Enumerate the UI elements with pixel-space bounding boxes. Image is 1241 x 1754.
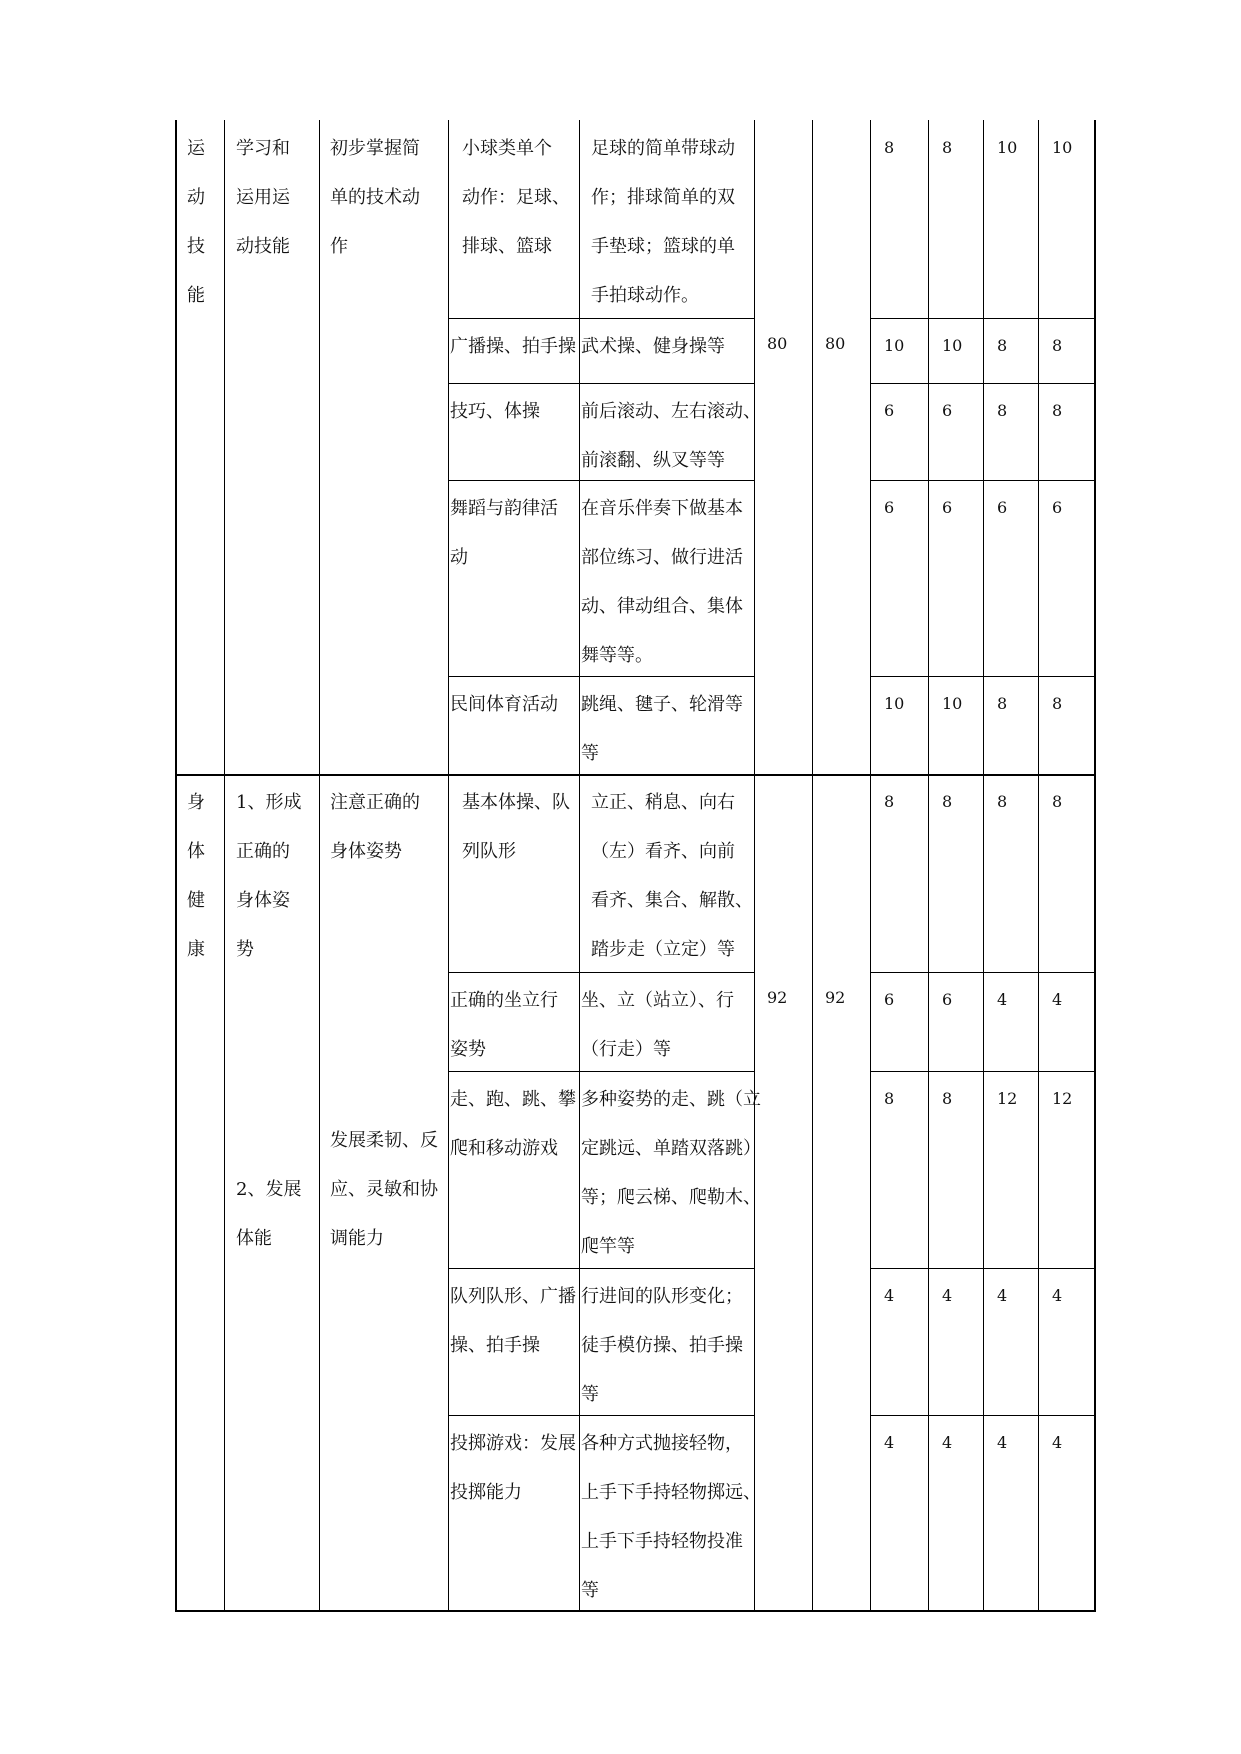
row-value: 8: [997, 694, 1008, 713]
row-value: 8: [1052, 694, 1063, 713]
row-content: 爬和移动游戏: [450, 1138, 558, 1159]
sub-goal-label: 初步掌握简: [330, 138, 420, 159]
sub-goal-label: 应、灵敏和协: [330, 1179, 438, 1200]
row-value: 8: [884, 792, 895, 811]
row-value: 8: [1052, 336, 1063, 355]
row-content: 动: [450, 547, 468, 568]
row-detail: 行进间的队形变化；: [581, 1286, 743, 1307]
row-detail: 爬竿等: [581, 1236, 635, 1257]
row-divider: [870, 318, 1095, 319]
row-content: 操、拍手操: [450, 1335, 540, 1356]
column-divider: [983, 120, 984, 1610]
row-detail: 动、律动组合、集体: [581, 596, 743, 617]
row-value: 10: [884, 336, 905, 355]
row-value: 6: [884, 401, 895, 420]
column-divider: [870, 120, 871, 1610]
row-divider: [870, 1071, 1095, 1072]
row-value: 8: [997, 792, 1008, 811]
row-detail: 前滚翻、纵叉等等: [581, 450, 725, 471]
row-value: 4: [884, 1433, 895, 1452]
row-divider: [448, 383, 755, 384]
row-detail: 手拍球动作。: [591, 285, 699, 306]
row-value: 8: [997, 401, 1008, 420]
row-detail: 立正、稍息、向右: [591, 792, 735, 813]
row-value: 6: [1052, 498, 1063, 517]
row-value: 4: [997, 1286, 1008, 1305]
row-value: 10: [942, 336, 963, 355]
row-content: 小球类单个: [462, 138, 552, 159]
row-content: 正确的坐立行: [450, 990, 558, 1011]
row-detail: 坐、立（站立）、行: [581, 990, 734, 1011]
goal-label: 动技能: [236, 236, 290, 257]
row-value: 4: [942, 1433, 953, 1452]
row-detail: 等: [581, 743, 599, 764]
row-detail: （行走）等: [581, 1039, 671, 1060]
category-label: 技: [187, 236, 205, 257]
section-divider: [175, 774, 1096, 776]
row-content: 排球、篮球: [462, 236, 552, 257]
row-value: 6: [997, 498, 1008, 517]
row-divider: [870, 1415, 1095, 1416]
row-value: 4: [997, 990, 1008, 1009]
sub-goal-label: 单的技术动: [330, 187, 420, 208]
total-value-a: 80: [767, 334, 788, 353]
category-label: 运: [187, 138, 205, 159]
table-border-bottom: [175, 1610, 1096, 1612]
row-value: 6: [942, 401, 953, 420]
row-value: 4: [1052, 1286, 1063, 1305]
row-value: 4: [884, 1286, 895, 1305]
row-content: 基本体操、队: [462, 792, 570, 813]
row-value: 6: [942, 498, 953, 517]
row-detail: 等；爬云梯、爬勒木、: [581, 1187, 761, 1208]
goal-label: 正确的: [236, 841, 290, 862]
row-value: 6: [884, 498, 895, 517]
row-detail: 多种姿势的走、跳（立: [581, 1089, 761, 1110]
column-divider: [1038, 120, 1039, 1610]
row-detail: 部位练习、做行进活: [581, 547, 743, 568]
column-divider: [928, 120, 929, 1610]
row-detail: 在音乐伴奏下做基本: [581, 498, 743, 519]
row-detail: 上手下手持轻物投准: [581, 1531, 743, 1552]
category-label: 体: [187, 841, 205, 862]
row-divider: [870, 676, 1095, 677]
category-label: 动: [187, 187, 205, 208]
column-divider: [319, 120, 320, 1610]
row-detail: 武术操、健身操等: [581, 336, 725, 357]
column-divider: [224, 120, 225, 1610]
row-value: 4: [997, 1433, 1008, 1452]
row-value: 4: [1052, 990, 1063, 1009]
row-content: 队列队形、广播: [450, 1286, 576, 1307]
sub-goal-label: 调能力: [330, 1228, 384, 1249]
sub-goal-label: 注意正确的: [330, 792, 420, 813]
row-value: 8: [942, 792, 953, 811]
table-border-right: [1094, 120, 1096, 1610]
row-value: 8: [997, 336, 1008, 355]
row-divider: [870, 972, 1095, 973]
goal-label: 势: [236, 939, 254, 960]
row-content: 民间体育活动: [450, 694, 558, 715]
row-content: 舞蹈与韵律活: [450, 498, 558, 519]
goal-label: 体能: [236, 1228, 272, 1249]
row-value: 6: [942, 990, 953, 1009]
goal-label: 学习和: [236, 138, 290, 159]
row-value: 12: [997, 1089, 1018, 1108]
row-value: 10: [884, 694, 905, 713]
column-divider: [754, 120, 755, 1610]
row-value: 12: [1052, 1089, 1073, 1108]
row-detail: 等: [581, 1384, 599, 1405]
row-value: 10: [942, 694, 963, 713]
row-value: 4: [942, 1286, 953, 1305]
row-content: 投掷游戏：发展: [450, 1433, 576, 1454]
row-divider: [870, 1268, 1095, 1269]
row-detail: （左）看齐、向前: [591, 841, 735, 862]
row-divider: [870, 383, 1095, 384]
goal-label: 身体姿: [236, 890, 290, 911]
row-value: 10: [1052, 138, 1073, 157]
column-divider: [812, 120, 813, 1610]
column-divider: [448, 120, 449, 1610]
category-label: 健: [187, 890, 205, 911]
total-value-b: 80: [825, 334, 846, 353]
goal-label: 1、形成: [236, 792, 302, 813]
row-content: 广播操、拍手操: [450, 336, 576, 357]
row-value: 8: [942, 1089, 953, 1108]
row-detail: 舞等等。: [581, 645, 653, 666]
category-label: 能: [187, 285, 205, 306]
goal-label: 2、发展: [236, 1179, 302, 1200]
row-detail: 看齐、集合、解散、: [591, 890, 753, 911]
row-value: 8: [884, 138, 895, 157]
row-value: 8: [1052, 401, 1063, 420]
row-value: 6: [884, 990, 895, 1009]
row-detail: 踏步走（立定）等: [591, 939, 735, 960]
row-content: 投掷能力: [450, 1482, 522, 1503]
row-detail: 各种方式抛接轻物，: [581, 1433, 743, 1454]
row-value: 8: [1052, 792, 1063, 811]
row-content: 列队形: [462, 841, 516, 862]
row-value: 4: [1052, 1433, 1063, 1452]
row-detail: 上手下手持轻物掷远、: [581, 1482, 761, 1503]
row-value: 8: [884, 1089, 895, 1108]
row-detail: 定跳远、单踏双落跳）: [581, 1138, 761, 1159]
row-detail: 足球的简单带球动: [591, 138, 735, 159]
row-detail: 徒手模仿操、拍手操: [581, 1335, 743, 1356]
row-content: 动作：足球、: [462, 187, 570, 208]
row-value: 8: [942, 138, 953, 157]
row-content: 技巧、体操: [450, 401, 540, 422]
row-content: 走、跑、跳、攀: [450, 1089, 576, 1110]
row-content: 姿势: [450, 1039, 486, 1060]
row-detail: 手垫球；篮球的单: [591, 236, 735, 257]
total-value-a: 92: [767, 988, 788, 1007]
row-value: 10: [997, 138, 1018, 157]
category-label: 康: [187, 939, 205, 960]
category-label: 身: [187, 792, 205, 813]
total-value-b: 92: [825, 988, 846, 1007]
row-detail: 等: [581, 1580, 599, 1601]
sub-goal-label: 作: [330, 236, 348, 257]
row-detail: 作；排球简单的双: [591, 187, 735, 208]
table-border-left: [175, 120, 177, 1610]
sub-goal-label: 身体姿势: [330, 841, 402, 862]
row-detail: 前后滚动、左右滚动、: [581, 401, 761, 422]
row-detail: 跳绳、毽子、轮滑等: [581, 694, 743, 715]
goal-label: 运用运: [236, 187, 290, 208]
sub-goal-label: 发展柔韧、反: [330, 1130, 438, 1151]
row-divider: [448, 1415, 755, 1416]
column-divider: [579, 120, 580, 1610]
row-divider: [870, 480, 1095, 481]
